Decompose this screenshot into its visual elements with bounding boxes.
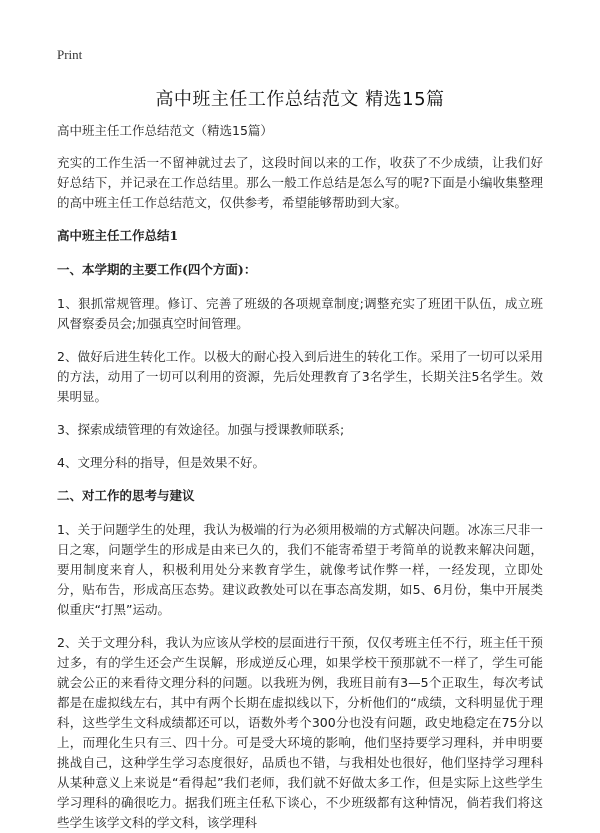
print-link[interactable]: Print xyxy=(57,47,83,62)
part2-item-1: 1、关于问题学生的处理，我认为极端的行为必须用极端的方式解决问题。冰冻三尺非一日之寒，问题学生的形成是由来已久的，我们不能寄希望于考简单的说教来解决问题，要用制度来育人，积极利用处分来教育学生，就像考试作弊一样，一经发现，立即处分，贴布告，形成高压态势。建议政教处可以在事态高发期，如5、6月份，集中开展类似重庆“打黑”运动。 xyxy=(57,522,543,617)
section-heading: 高中班主任工作总结1 xyxy=(57,228,179,243)
part1-item-2: 2、做好后进生转化工作。以极大的耐心投入到后进生的转化工作。采用了一切可以采用的方法，动用了一切可以利用的资源，先后处理教育了3名学生，长期关注5名学生。效果明显。 xyxy=(57,349,543,404)
part1-heading: 一、本学期的主要工作(四个方面)： xyxy=(57,262,257,277)
part1-item-4: 4、文理分科的指导，但是效果不好。 xyxy=(57,455,265,470)
part1-item-1: 1、狠抓常规管理。修订、完善了班级的各项规章制度;调整充实了班团干队伍，成立班风督察委员会;加强真空时间管理。 xyxy=(57,296,543,331)
intro-paragraph: 充实的工作生活一不留神就过去了，这段时间以来的工作，收获了不少成绩，让我们好好总结下，并记录在工作总结里。那么一般工作总结是怎么写的呢?下面是小编收集整理的高中班主任工作总结范文，仅供参考，希望能够帮助到大家。 xyxy=(57,155,543,210)
part2-heading: 二、对工作的思考与建议 xyxy=(57,488,195,503)
document-subtitle: 高中班主任工作总结范文（精选15篇） xyxy=(57,123,273,138)
part2-item-2: 2、关于文理分科，我认为应该从学校的层面进行干预，仅仅考班主任不行，班主任干预过多，有的学生还会产生误解，形成逆反心理，如果学校干预那就不一样了，学生可能就会公正的来看待文理分科的问题。以我班为例，我班目前有3—5个正取生，每次考试都是在虚拟线左右，其中有两个长期在虚拟线以下，分析他们的“成绩，文科明显优于理科，这些学生文科成绩都还可以，语数外考个300分也没有问题，政史地稳定在75分以上，而理化生只有三、四十分。可是受大环境的影响，他们坚持要学习理科，并申明要挑战自己，这种学生学习态度很好，品质也不错，与我相处也很好，他们坚持学习理科从某种意义上来说是“看得起”我们老师，我们就不好做太多工作，但是实际上这些学生学习理科的确很吃力。据我们班主任私下谈心，不少班级都有这种情况，倘若我们将这些学生该学文科的学文科，该学理科 xyxy=(57,635,543,830)
part1-item-3: 3、探索成绩管理的有效途径。加强与授课教师联系; xyxy=(57,422,345,437)
page-title: 高中班主任工作总结范文 精选15篇 xyxy=(155,89,445,110)
